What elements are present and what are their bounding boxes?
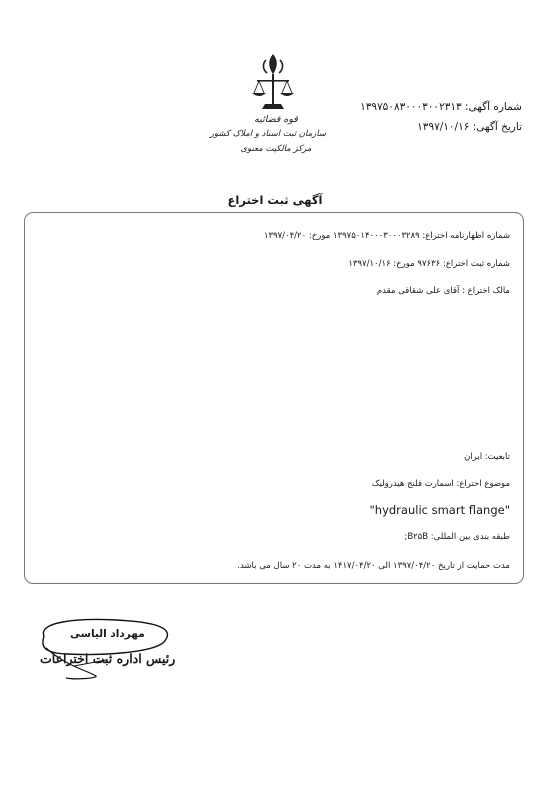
signatory-name: مهرداد الیاسی xyxy=(70,628,145,640)
nationality-field: تابعیت: ایران xyxy=(464,452,510,462)
notice-number: شماره آگهی: ۱۳۹۷۵۰۸۳۰۰۰۳۰۰۲۳۱۳ xyxy=(360,101,522,113)
organization-line-ip-center: مرکز مالکیت معنوی xyxy=(240,144,312,154)
subject-english-field: "hydraulic smart flange" xyxy=(369,503,510,517)
protection-period-field: مدت حمایت از تاریخ ۱۳۹۷/۰۴/۲۰ الی ۱۴۱۷/۰۴/۲۰ به مدت ۲۰ سال می باشد. xyxy=(237,561,510,571)
subject-field: موضوع اختراع: اسمارت فلنج هیدرولیک xyxy=(371,479,510,489)
organization-line-registration: سازمان ثبت اسناد و املاک کشور xyxy=(209,129,326,139)
classification-field: طبقه بندی بین المللی: B۲۵B; xyxy=(404,532,510,542)
declaration-number-field: شماره اظهارنامه اختراع: ۱۳۹۷۵۰۱۴۰۰۰۳۰۰۰۳۲۸۹ مورخ: ۱۳۹۷/۰۴/۲۰ xyxy=(263,231,510,241)
signature-scribble-icon xyxy=(36,608,176,688)
owner-field: مالک اختراع : آقای علی شقاقی مقدم xyxy=(376,286,510,296)
judiciary-emblem-icon xyxy=(248,52,298,114)
organization-line-judiciary: قوه قضائیه xyxy=(254,114,298,125)
document-title: آگهی ثبت اختراع xyxy=(227,193,323,207)
organization-name-block xyxy=(209,112,326,157)
notice-date: تاریخ آگهی: ۱۳۹۷/۱۰/۱۶ xyxy=(417,121,522,133)
signatory-title: رئیس اداره ثبت اختراعات xyxy=(40,651,176,666)
registration-number-field: شماره ثبت اختراع: ۹۷۶۳۶ مورخ: ۱۳۹۷/۱۰/۱۶ xyxy=(348,259,510,269)
